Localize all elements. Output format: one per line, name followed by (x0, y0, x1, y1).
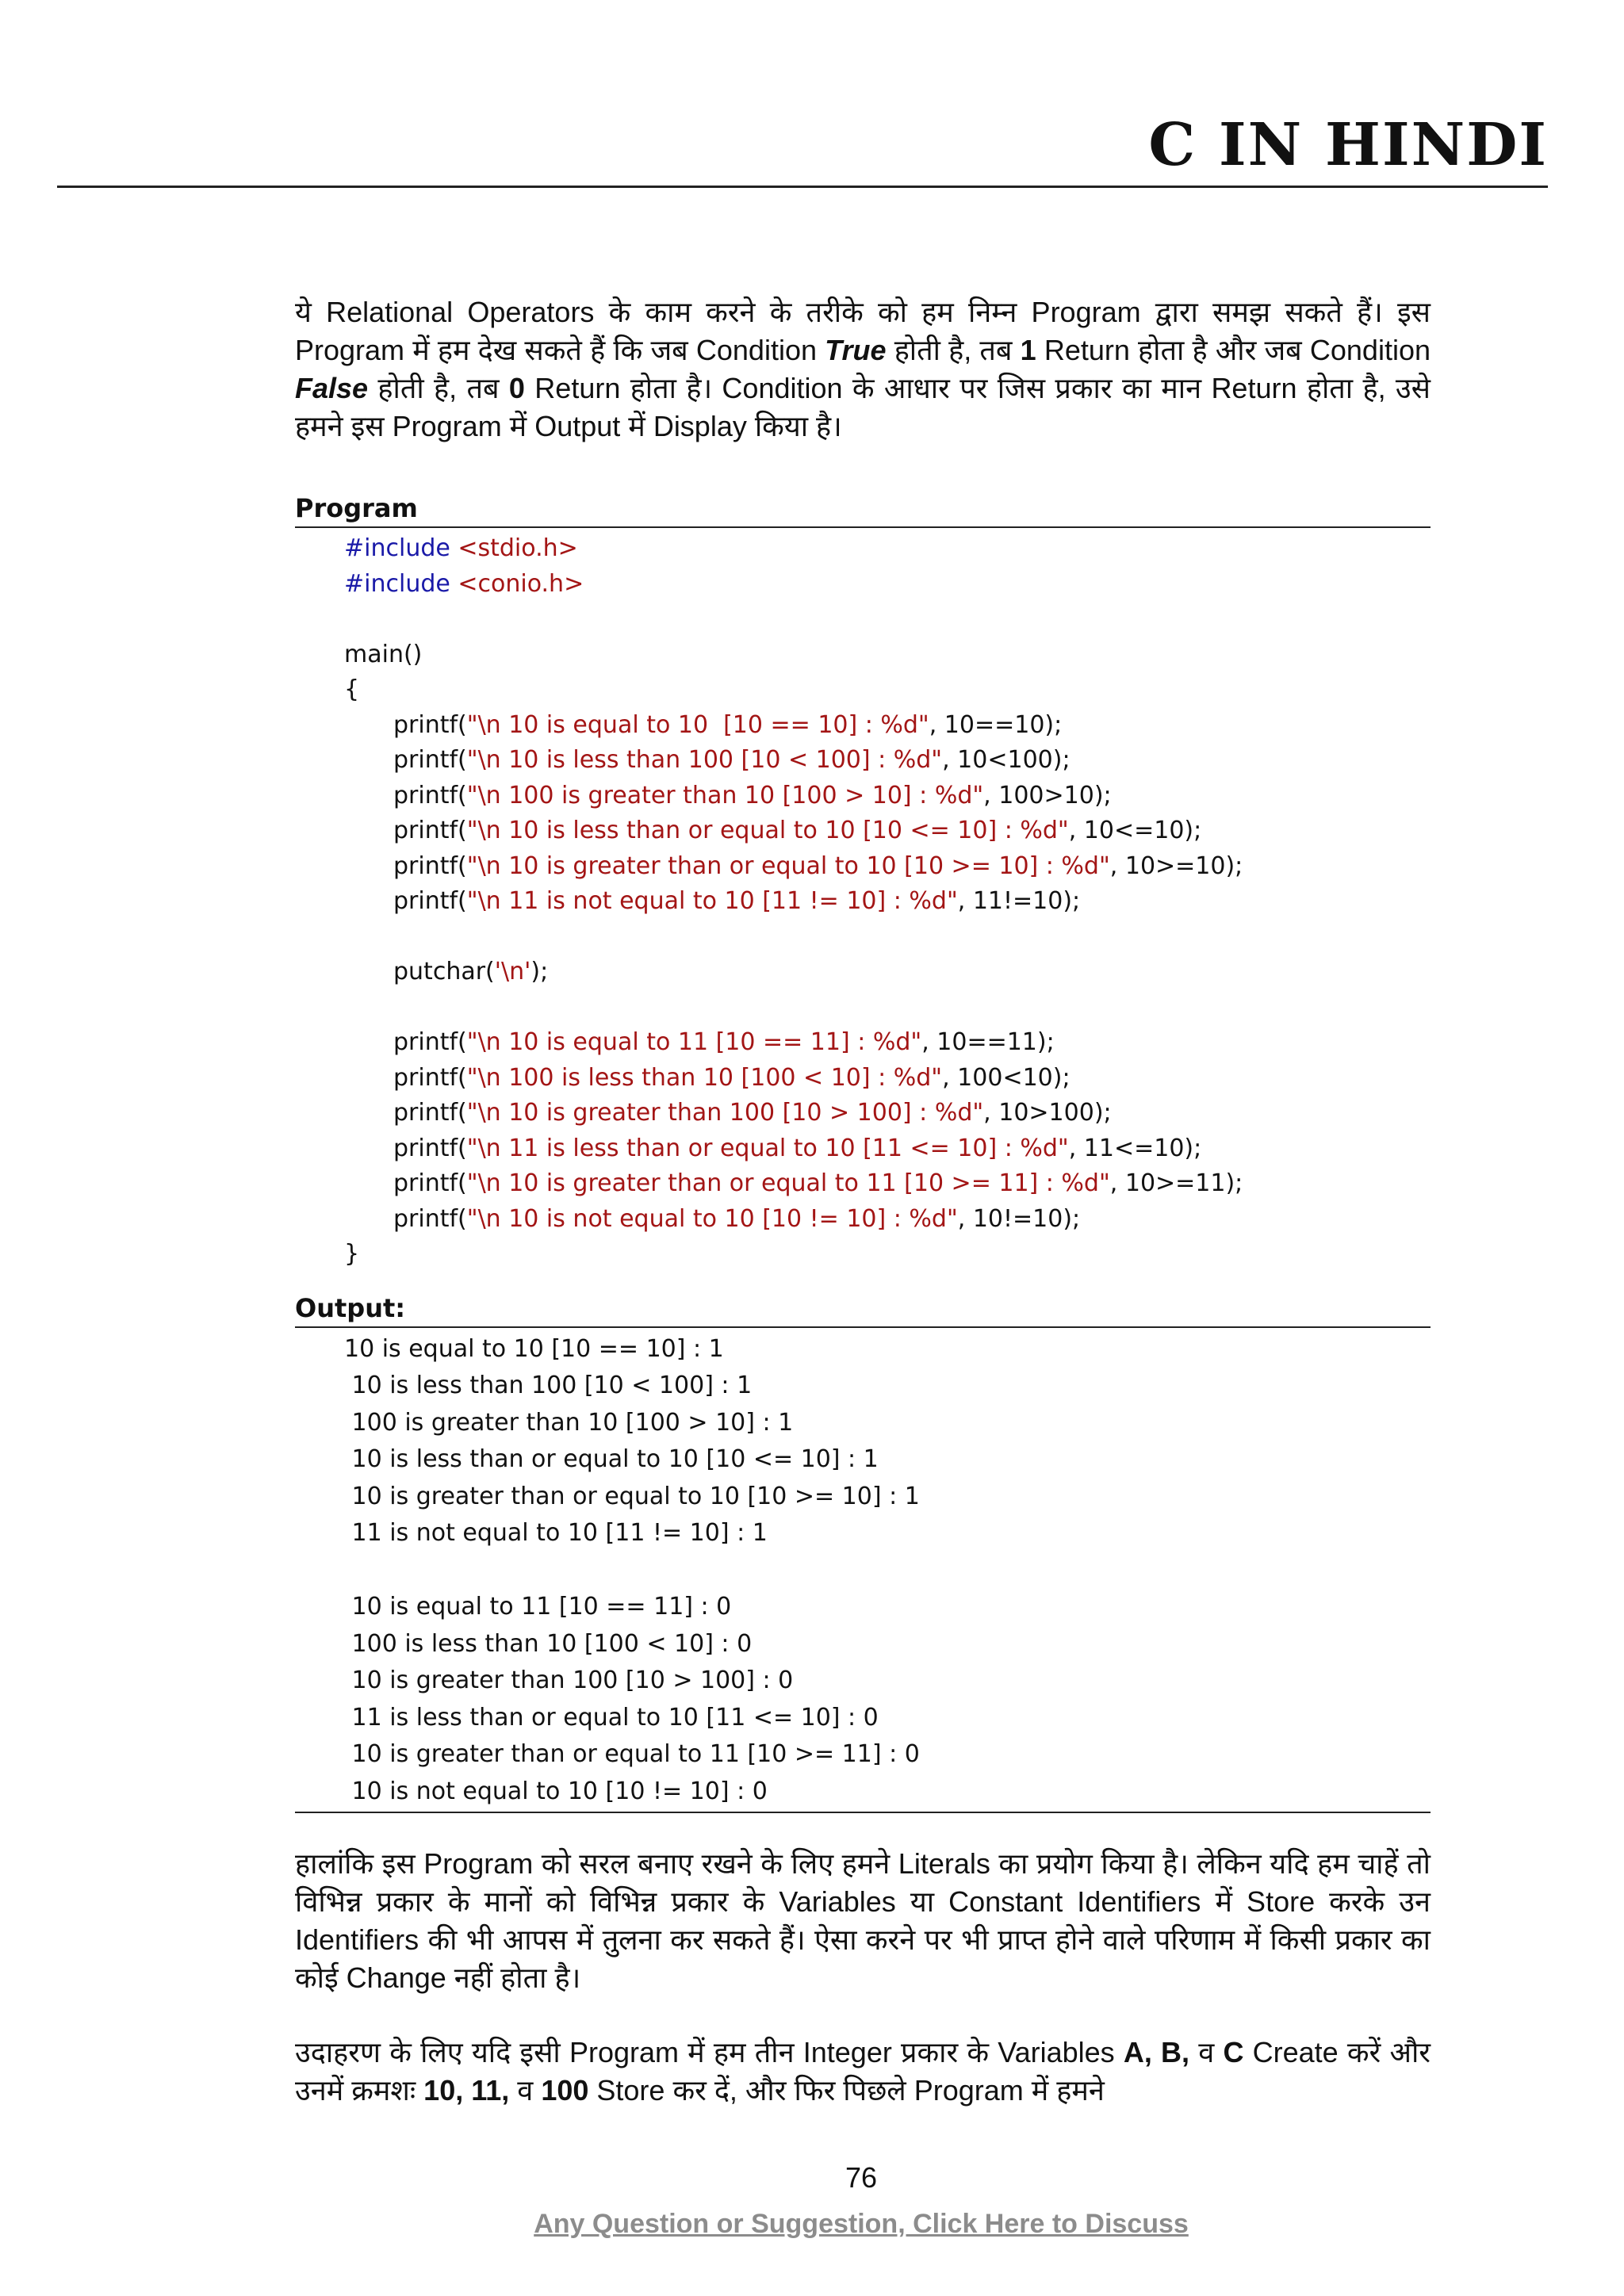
output-line: 11 is less than or equal to 10 [11 <= 10] : 0 (344, 1703, 879, 1732)
code-blank-line (344, 990, 1431, 1026)
code-line: printf("\n 10 is equal to 11 [10 == 11] : %d", 10==11); (393, 1028, 1055, 1056)
code-line: #include <conio.h> (344, 569, 584, 598)
example-values: 10, 11, (423, 2074, 510, 2107)
literals-paragraph: हालांकि इस Program को सरल बनाए रखने के लिए हमने Literals का प्रयोग किया है। लेकिन यदि हम चाहें तो विभिन्न प्रकार के मानों को विभिन्न प्रकार के Variables या Constant Identifiers में Store करके उन Identifiers की भी आपस में तुलना कर सकते हैं। ऐसा करने पर भी प्राप्त होने वाले परिणाम में किसी प्रकार का कोई Change नहीं होता है। (295, 1847, 1431, 1994)
code-blank-line (344, 920, 1431, 955)
output-line: 11 is not equal to 10 [11 != 10] : 1 (344, 1519, 768, 1547)
intro-value-zero: 0 (508, 372, 525, 404)
code-line: printf("\n 11 is not equal to 10 [11 != 10] : %d", 11!=10); (393, 887, 1081, 915)
output-label: Output: (295, 1292, 406, 1323)
program-label: Program (295, 493, 418, 523)
intro-value-one: 1 (1020, 334, 1036, 366)
code-line: putchar('\n'); (393, 958, 549, 985)
page-header-title: C IN HINDI (1148, 111, 1548, 179)
code-line: printf("\n 10 is not equal to 10 [10 != 10] : %d", 10!=10); (393, 1204, 1081, 1233)
example-text: उदाहरण के लिए यदि इसी Program में हम तीन Integer प्रकार के Variables (295, 2036, 1124, 2068)
output-line: 10 is less than or equal to 10 [10 <= 10] : 1 (344, 1445, 879, 1473)
code-line: printf("\n 100 is greater than 10 [100 > 10] : %d", 100>10); (393, 781, 1112, 809)
example-text: व (509, 2074, 542, 2107)
output-block (295, 1328, 1431, 1812)
intro-text: Return होता है। Condition के आधार पर जिस प्रकार का मान Return होता है, उसे हमने इस Program में Output में Display किया है। (295, 372, 1431, 442)
code-line: printf("\n 10 is greater than or equal to 10 [10 >= 10] : %d", 10>=10); (393, 851, 1243, 880)
example-text: Store कर दें, और फिर पिछले Program में हमने (588, 2074, 1105, 2107)
code-line: { (344, 675, 360, 703)
discuss-link[interactable]: Any Question or Suggestion, Click Here to Discuss (534, 2209, 1189, 2239)
output-line: 10 is greater than 100 [10 > 100] : 0 (344, 1667, 794, 1694)
intro-text: होती है, तब (368, 372, 509, 404)
output-line: 10 is equal to 10 [10 == 10] : 1 (344, 1334, 724, 1363)
code-line: printf("\n 10 is greater than or equal to 11 [10 >= 11] : %d", 10>=11); (393, 1169, 1243, 1197)
output-line: 10 is not equal to 10 [10 != 10] : 0 (344, 1777, 768, 1805)
intro-text: ये Relational Operators के काम करने के तरीके को हम निम्न Program द्वारा समझ सकते हैं। इस Program में हम देख सकते हैं कि जब Condition (295, 296, 1431, 366)
example-text: व (1189, 2036, 1224, 2068)
output-line: 10 is greater than or equal to 10 [10 >= 10] : 1 (344, 1482, 920, 1510)
intro-text: होती है, तब (886, 334, 1021, 366)
example-variable-c: C (1223, 2036, 1244, 2068)
intro-true-keyword: True (825, 334, 887, 366)
example-text: Create करें और उनमें क्रमशः (295, 2036, 1431, 2107)
code-block (295, 528, 1431, 1280)
code-blank-line (344, 602, 1431, 637)
page-content (295, 293, 1431, 2110)
output-line: 100 is less than 10 [100 < 10] : 0 (344, 1629, 753, 1658)
output-line: 10 is equal to 11 [10 == 11] : 0 (344, 1593, 732, 1621)
intro-paragraph (295, 293, 1431, 446)
code-line: printf("\n 11 is less than or equal to 10 [11 <= 10] : %d", 11<=10); (393, 1134, 1202, 1162)
code-line: } (344, 1240, 360, 1268)
example-variables: A, B, (1123, 2036, 1190, 2068)
code-line: main() (344, 640, 423, 668)
code-line: #include <stdio.h> (344, 534, 578, 562)
example-value-100: 100 (541, 2074, 589, 2107)
example-paragraph (295, 2034, 1431, 2110)
code-line: printf("\n 10 is greater than 100 [10 > 100] : %d", 10>100); (393, 1099, 1112, 1127)
output-blank-line (344, 1552, 1431, 1590)
code-line: printf("\n 10 is less than 100 [10 < 100] : %d", 10<100); (393, 746, 1071, 774)
output-line: 10 is greater than or equal to 11 [10 >= 11] : 0 (344, 1740, 920, 1768)
output-line: 10 is less than 100 [10 < 100] : 1 (344, 1372, 753, 1399)
output-line: 100 is greater than 10 [100 > 10] : 1 (344, 1408, 794, 1437)
intro-false-keyword: False (295, 372, 369, 404)
code-line: printf("\n 10 is equal to 10 [10 == 10] : %d", 10==10); (393, 710, 1063, 739)
code-line: printf("\n 100 is less than 10 [100 < 10] : %d", 100<10); (393, 1063, 1071, 1092)
header-divider (57, 186, 1548, 188)
page-number: 76 (845, 2161, 878, 2194)
intro-text: Return होता है और जब Condition (1036, 334, 1431, 366)
code-line: printf("\n 10 is less than or equal to 10 [10 <= 10] : %d", 10<=10); (393, 817, 1202, 844)
